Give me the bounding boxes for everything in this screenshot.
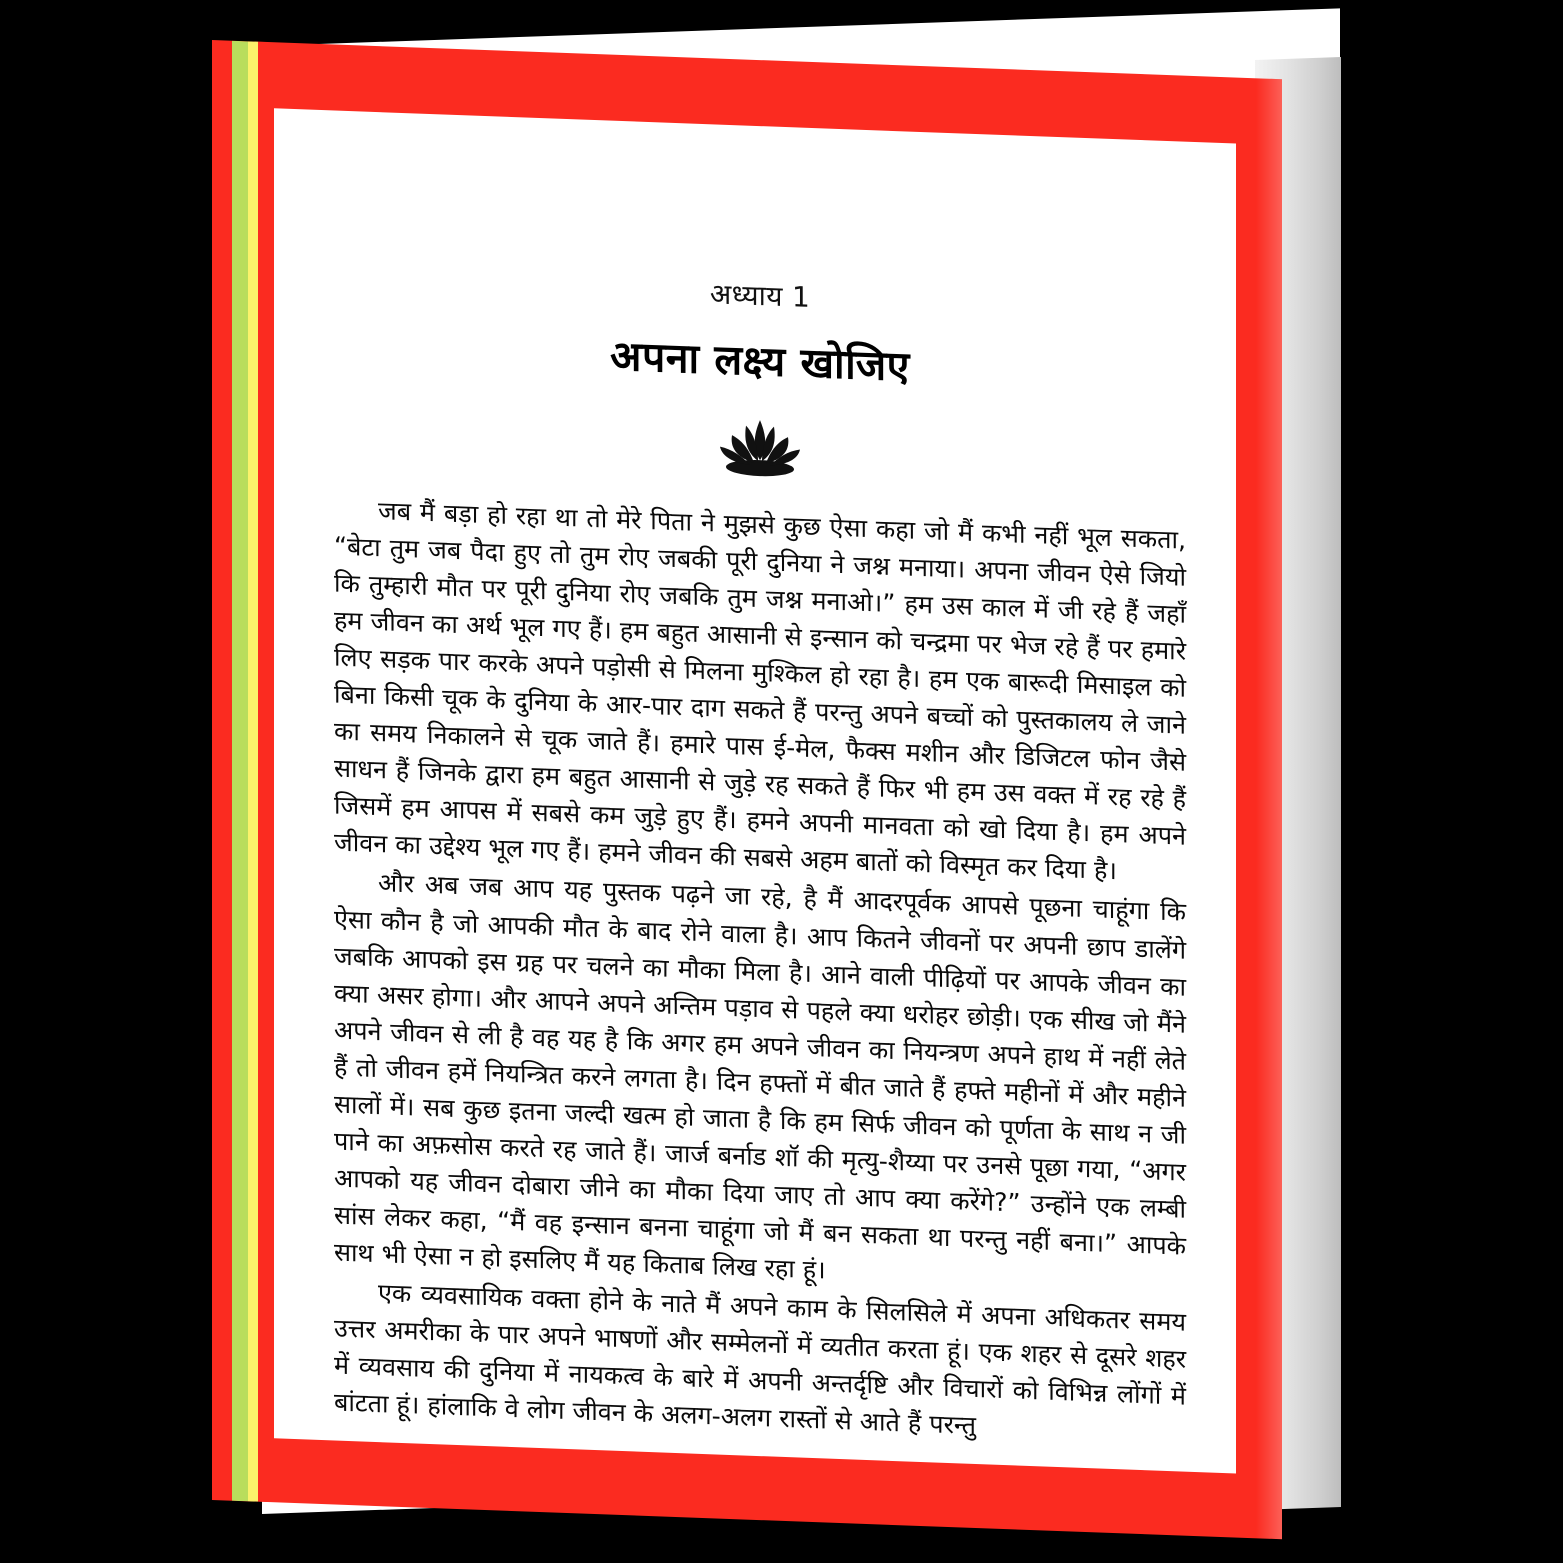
body-paragraph: जब मैं बड़ा हो रहा था तो मेरे पिता ने मुझसे कुछ ऐसा कहा जो मैं कभी नहीं भूल सकता, “बेटा तुम जब पैदा हुए तो तुम रोए जबकी पूरी दुनिया ने जश्न मनाया। अपना जीवन ऐसे जियो कि तुम्हारी मौत पर पूरी दुनिया रोए जबकि तुम जश्न मनाओ।” हम उस काल में जी रहे हैं जहाँ हम जीवन का अर्थ भूल गए हैं। हम बहुत आसानी से इन्सान को चन्द्रमा पर भेज रहे हैं पर हमारे लिए सड़क पार करके अपने पड़ोसी से मिलना मुश्किल हो रहा है। हम एक बारूदी मिसाइल को बिना किसी चूक के दुनिया के आर-पार दाग सकते हैं परन्तु अपने बच्चों को पुस्तकालय ले जाने का समय निकालने से चूक जाते हैं। हमारे पास ई-मेल, फैक्स मशीन और डिजिटल फोन जैसे साधन हैं जिनके द्वारा हम बहुत आसानी से जुड़े रह सकते हैं फिर भी हम उस वक्त में रह रहे हैं जिसमें हम आपस में सबसे कम जुड़े हुए हैं। हमने अपनी मानवता को खो दिया है। हम अपने जीवन का उद्देश्य भूल गए हैं। हमने जीवन की सबसे अहम बातों को विस्मृत कर दिया है। [334, 496, 1186, 886]
page-content [334, 260, 1186, 1441]
spine-stripe-red [258, 42, 268, 1502]
body-paragraph: एक व्यवसायिक वक्ता होने के नाते मैं अपने काम के सिलसिले में अपना अधिकतर समय उत्तर अमरीका के पार अपने भाषणों और सम्मेलनों में व्यतीत करता हूं। एक शहर से दूसरे शहर में व्यवसाय की दुनिया में नायकत्व के बारे में अपनी अन्तर्दृष्टि और विचारों को विभिन्न लोंगों में बांटता हूं। हांलाकि वे लोग जीवन के अलग-अलग रास्तों से आते हैं परन्तु [334, 1278, 1186, 1441]
spine-stripe-yellow [248, 41, 258, 1501]
body-paragraph: और अब जब आप यह पुस्तक पढ़ने जा रहे, है मैं आदरपूर्वक आपसे पूछना चाहूंगा कि ऐसा कौन है जो आपकी मौत के बाद रोने वाला है। आप कितने जीवनों पर अपनी छाप डालेंगे जबकि आपको इस ग्रह पर चलने का मौका मिला है। आने वाली पीढ़ियों पर आपके जीवन का क्या असर होगा। और आपने अपने अन्तिम पड़ाव से पहले क्या धरोहर छोड़ी। एक सीख जो मैंने अपने जीवन से ली है वह यह है कि अगर हम अपने जीवन का नियन्त्रण अपने हाथ में नहीं लेते हैं तो जीवन हमें नियन्त्रित करने लगता है। दिन हफ्तों में बीत जाते हैं हफ्ते महीनों में और महीने सालों में। सब कुछ इतना जल्दी खत्म हो जाता है कि हम सिर्फ जीवन को पूर्णता के साथ न जी पाने का अफ़सोस करते रह जाते हैं। जार्ज बर्नाड शॉ की मृत्यु-शैय्या पर उनसे पूछा गया, “अगर आपको यह जीवन दोबारा जीने का मौका दिया जाए तो आप क्या करेंगे?” उन्होंने एक लम्बी सांस लेकर कहा, “मैं वह इन्सान बनना चाहूंगा जो मैं बन सकता था परन्तु नहीं बना।” आपके साथ भी ऐसा न हो इसलिए मैं यह किताब लिख रहा हूं। [334, 868, 1186, 1285]
chapter-title: अपना लक्ष्य खोजिए [610, 331, 910, 391]
lotus-ornament-icon [700, 412, 820, 482]
book-page [274, 108, 1236, 1473]
chapter-label: अध्याय 1 [709, 277, 811, 314]
spine-stripe-green [232, 41, 248, 1502]
cover-gloss [1256, 78, 1282, 1539]
chapter-body [334, 490, 1186, 1451]
book-cover [212, 40, 1282, 1539]
